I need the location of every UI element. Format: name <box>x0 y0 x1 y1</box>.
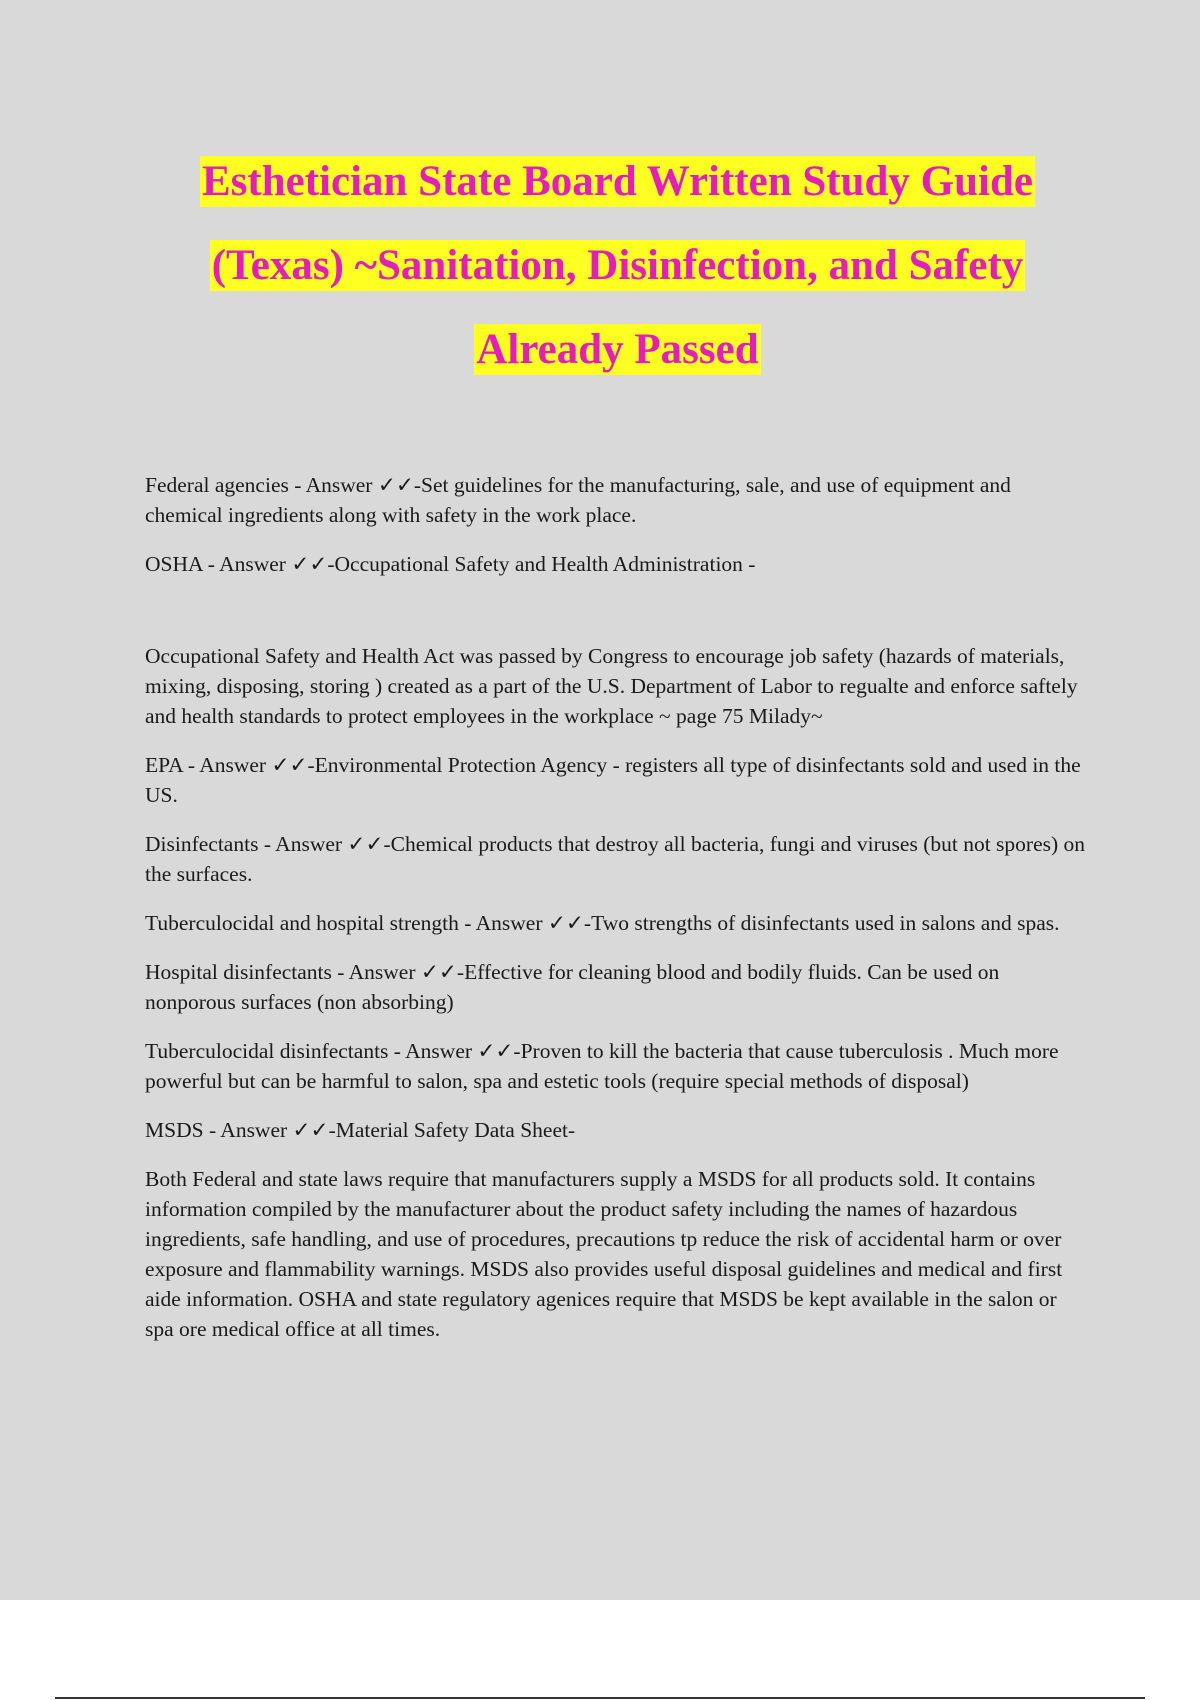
entry-separator: - Answer ✓✓- <box>203 1118 336 1142</box>
entry-definition: Two strengths of disinfectants used in salons and spas. <box>591 911 1060 935</box>
entry-separator: - Answer ✓✓- <box>458 911 592 935</box>
paragraph-text: Occupational Safety and Health Act was passed by Congress to encourage job safety (hazards of materials, mixing, disposing, storing ) created as a part of the U.S. Department of Labor to regualte and enforce saftely and health standards to protect employees in the workplace ~ page 75 Milady~ <box>145 644 1078 728</box>
study-guide-content <box>145 470 1090 1363</box>
entry-term: EPA <box>145 753 183 777</box>
entry-disinfectants <box>145 829 1090 889</box>
bottom-divider <box>55 1697 1145 1699</box>
entry-definition: Proven to kill the bacteria that cause tuberculosis . Much more powerful but can be harmful to salon, spa and estetic tools (require special methods of disposal) <box>145 1039 1059 1093</box>
entry-definition: Environmental Protection Agency - registers all type of disinfectants sold and used in the US. <box>145 753 1081 807</box>
paragraph-osha-act <box>145 641 1090 731</box>
entry-separator: - Answer ✓✓- <box>331 960 465 984</box>
entry-term: OSHA <box>145 552 203 576</box>
paragraph-msds-details <box>145 1164 1090 1344</box>
paragraph-text: Both Federal and state laws require that manufacturers supply a MSDS for all products sold. It contains information compiled by the manufacturer about the product safety including the names of hazardous ingredients, safe handling, and use of procedures, precautions tp reduce the risk of accidental harm or over exposure and flammability warnings. MSDS also provides useful disposal guidelines and medical and first aide information. OSHA and state regulatory agenices require that MSDS be kept available in the salon or spa ore medical office at all times. <box>145 1167 1063 1341</box>
entry-epa <box>145 750 1090 810</box>
entry-separator: - Answer ✓✓- <box>182 753 315 777</box>
entry-definition: Effective for cleaning blood and bodily fluids. Can be used on nonporous surfaces (non absorbing) <box>145 960 1000 1014</box>
entry-definition: Occupational Safety and Health Administration - <box>334 552 756 576</box>
title-line-3: Already Passed <box>476 326 759 373</box>
entry-separator: - Answer ✓✓- <box>288 473 422 497</box>
entry-tuberculocidal-and-hospital-strength <box>145 908 1090 938</box>
entry-federal-agencies <box>145 470 1090 530</box>
entry-definition: Chemical products that destroy all bacteria, fungi and viruses (but not spores) on the surfaces. <box>145 832 1086 886</box>
entry-osha <box>145 549 1090 579</box>
entry-term: Hospital disinfectants <box>145 960 332 984</box>
title-line-1: Esthetician State Board Written Study Guide <box>201 158 1033 205</box>
entry-term: MSDS <box>145 1118 204 1142</box>
entry-tuberculocidal-disinfectants <box>145 1036 1090 1096</box>
entry-separator: - Answer ✓✓- <box>258 832 391 856</box>
entry-definition: Material Safety Data Sheet- <box>335 1118 576 1142</box>
entry-term: Tuberculocidal disinfectants <box>145 1039 389 1063</box>
title-line-2: (Texas) ~Sanitation, Disinfection, and Safety <box>211 242 1024 289</box>
document-title <box>60 140 1175 392</box>
entry-msds <box>145 1115 1090 1145</box>
entry-term: Tuberculocidal and hospital strength <box>145 911 459 935</box>
entry-term: Disinfectants <box>145 832 259 856</box>
entry-hospital-disinfectants <box>145 957 1090 1017</box>
entry-separator: - Answer ✓✓- <box>388 1039 521 1063</box>
entry-term: Federal agencies <box>145 473 289 497</box>
entry-separator: - Answer ✓✓- <box>202 552 335 576</box>
entry-definition: Set guidelines for the manufacturing, sale, and use of equipment and chemical ingredients along with safety in the work place. <box>145 473 1011 527</box>
